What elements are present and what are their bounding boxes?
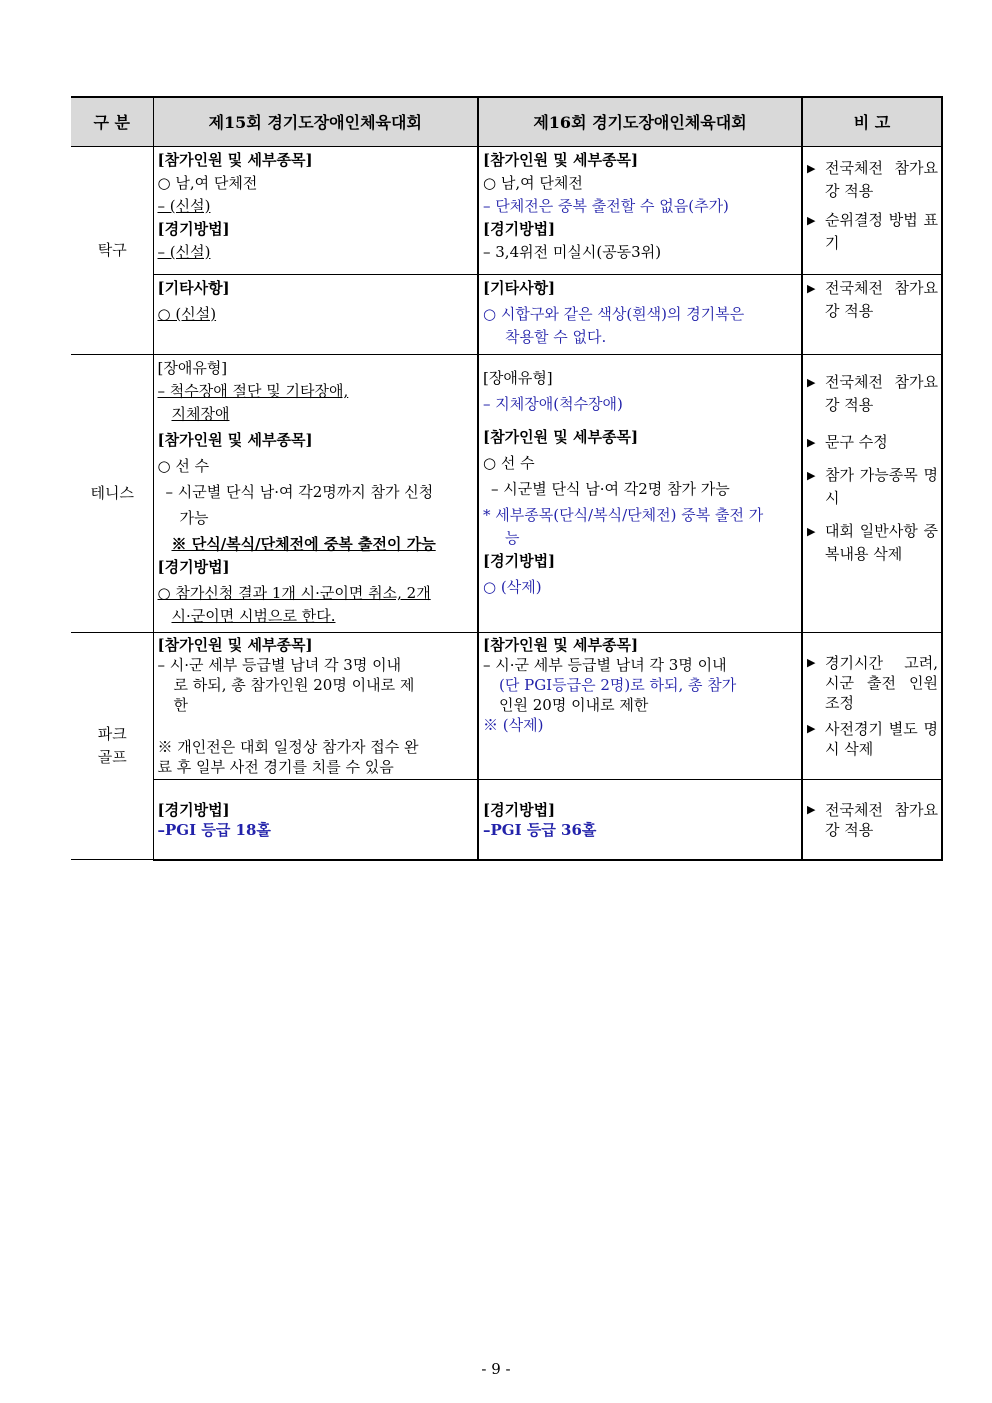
item-text: ※ (삭제) [483,716,544,734]
item-text: – 시군별 단식 남·여 각2명 참가 가능 [491,480,730,498]
item-text: 료 후 일부 사전 경기를 치를 수 있음 [157,758,394,776]
cell-16th [478,275,802,355]
remark-text: 경기시간 고려, 시군 출전 인원 조정 [825,654,938,712]
cell-15th [153,780,478,860]
comparison-table [71,96,943,861]
item-text: 로 하되, 총 참가인원 20명 이내로 제 [173,676,415,694]
item-text: ○ 참가신청 결과 1개 시·군이면 취소, 2개 [157,584,431,602]
triangle-right-icon: ▶ [807,162,816,175]
header-16th: 제16회 경기도장애인체육대회 [478,97,802,147]
item-text: – 시·군 세부 등급별 남녀 각 3명 이내 [483,656,727,674]
item-text: 가능 [179,509,209,527]
item-text: 시·군이면 시범으로 한다. [171,607,336,625]
table-row [71,147,942,275]
item-text: ※ 단식/복식/단체전에 중복 출전이 가능 [171,535,436,553]
item-text: –PGI 등급 18홀 [157,821,271,839]
remark-text: 대회 일반사항 중복내용 삭제 [825,522,938,563]
cell-15th [153,275,478,355]
remark-text: 전국체전 참가요강 적용 [825,159,938,200]
item-text: 한 [173,696,188,714]
triangle-right-icon: ▶ [807,803,816,816]
item-text: ※ 개인전은 대회 일정상 참가자 접수 완 [157,738,419,756]
table-row [71,780,942,860]
item-text: – (신설) [157,243,211,261]
category-table-tennis: 탁구 [71,147,153,355]
cell-remarks [802,275,942,355]
remark-text: 사전경기 별도 명시 삭제 [825,720,938,758]
header-category: 구 분 [71,97,153,147]
cell-16th [478,780,802,860]
item-text: – 척수장애 절단 및 기타장애, [157,382,349,400]
item-text: ○ 남,여 단체전 [157,174,258,192]
section-heading: [장애유형] [157,359,228,377]
section-heading: [기타사항] [483,279,556,297]
category-tennis: 테니스 [71,355,153,633]
item-text: – 시·군 세부 등급별 남녀 각 3명 이내 [157,656,402,674]
section-heading: [참가인원 및 세부종목] [157,431,313,449]
item-text: – 시군별 단식 남·여 각2명까지 참가 신청 [165,483,434,501]
section-heading: [경기방법] [483,801,556,819]
item-text: ○ 시합구와 같은 색상(흰색)의 경기복은 [483,305,745,323]
table-row [71,355,942,633]
header-remarks: 비 고 [802,97,942,147]
triangle-right-icon: ▶ [807,722,816,735]
item-text: (단 PGI등급은 2명)로 하되, 총 참가 [499,676,737,694]
triangle-right-icon: ▶ [807,469,816,482]
triangle-right-icon: ▶ [807,376,816,389]
section-heading: [경기방법] [157,220,230,238]
item-text: – 3,4위전 미실시(공동3위) [483,243,662,261]
cell-16th [478,355,802,633]
item-text: ○ (신설) [157,305,217,323]
remark-text: 전국체전 참가요강 적용 [825,801,938,839]
item-text: 능 [505,529,520,547]
category-line: 골프 [97,748,127,766]
header-row [71,97,942,147]
category-park-golf [71,633,153,860]
section-heading: [참가인원 및 세부종목] [483,636,639,654]
item-text: ○ 남,여 단체전 [483,174,583,192]
cell-16th [478,633,802,780]
item-text: – (신설) [157,197,211,215]
triangle-right-icon: ▶ [807,436,816,449]
cell-remarks [802,355,942,633]
cell-15th [153,147,478,275]
table-row [71,275,942,355]
item-text: 지체장애 [171,405,230,423]
section-heading: [경기방법] [483,552,556,570]
section-heading: [기타사항] [157,279,230,297]
item-text: ○ 선 수 [157,457,210,475]
item-text: – 단체전은 중복 출전할 수 없음(추가) [483,197,729,215]
triangle-right-icon: ▶ [807,282,816,295]
cell-15th [153,355,478,633]
section-heading: [참가인원 및 세부종목] [157,636,313,654]
section-heading: [경기방법] [157,558,230,576]
item-text: –PGI 등급 36홀 [483,821,597,839]
cell-remarks [802,633,942,780]
item-text: ○ 선 수 [483,454,535,472]
cell-16th [478,147,802,275]
table-row [71,633,942,780]
item-text: 착용할 수 없다. [505,328,607,346]
remark-text: 참가 가능종목 명시 [825,466,938,507]
item-text: – 지체장애(척수장애) [483,395,623,413]
cell-remarks [802,147,942,275]
section-heading: [참가인원 및 세부종목] [157,151,313,169]
item-text: 인원 20명 이내로 제한 [499,696,649,714]
section-heading: [참가인원 및 세부종목] [483,151,639,169]
section-heading: [참가인원 및 세부종목] [483,428,639,446]
section-heading: [경기방법] [157,801,230,819]
triangle-right-icon: ▶ [807,214,816,227]
triangle-right-icon: ▶ [807,656,816,669]
triangle-right-icon: ▶ [807,525,816,538]
remark-text: 문구 수정 [825,433,888,451]
cell-15th [153,633,478,780]
section-heading: [장애유형] [483,369,553,387]
remark-text: 전국체전 참가요강 적용 [825,279,938,320]
item-text: * 세부종목(단식/복식/단체전) 중복 출전 가 [483,506,764,524]
category-line: 파크 [97,725,127,743]
item-text: ○ (삭제) [483,578,542,596]
remark-text: 순위결정 방법 표기 [825,211,938,252]
header-15th: 제15회 경기도장애인체육대회 [153,97,478,147]
page-number: - 9 - [481,1360,511,1378]
cell-remarks [802,780,942,860]
remark-text: 전국체전 참가요강 적용 [825,373,938,414]
section-heading: [경기방법] [483,220,556,238]
